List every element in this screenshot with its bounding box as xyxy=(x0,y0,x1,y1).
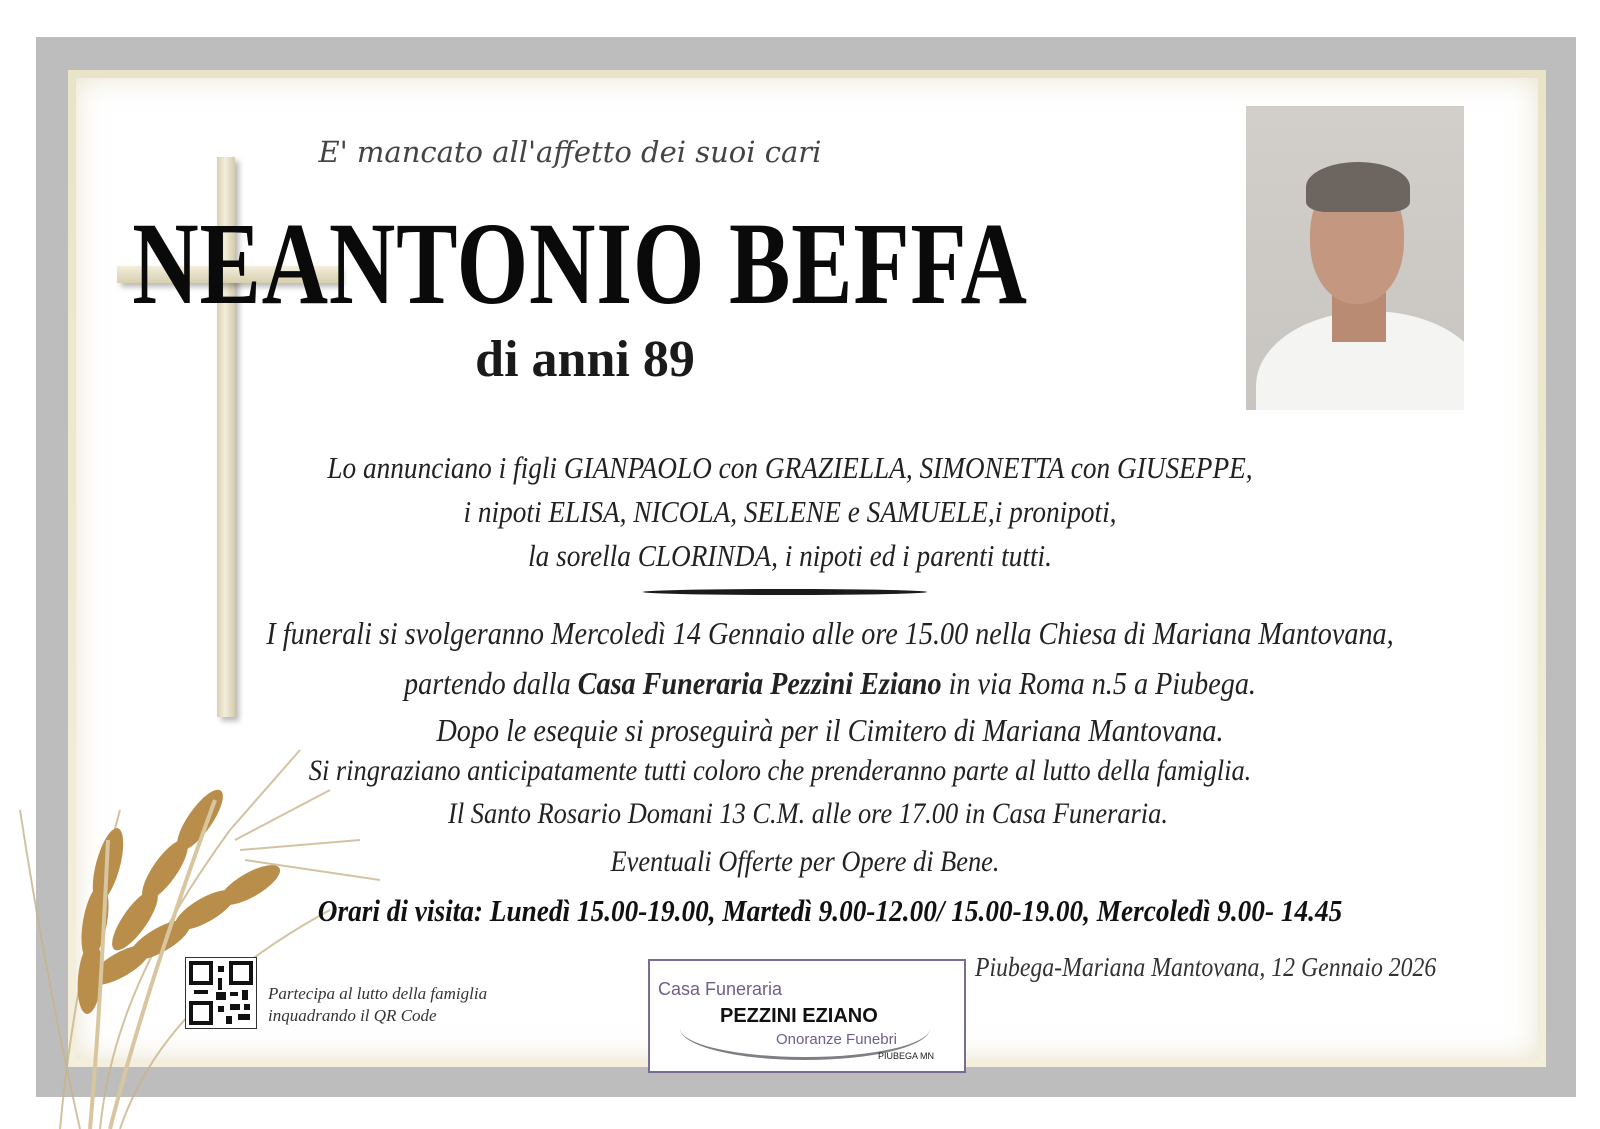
deceased-photo xyxy=(1246,106,1464,410)
logo-line-2: PEZZINI EZIANO xyxy=(720,1005,878,1027)
logo-line-3: Onoranze Funebri xyxy=(776,1031,897,1048)
divider xyxy=(643,589,927,595)
qr-caption xyxy=(268,983,487,1027)
photo-hair xyxy=(1306,162,1410,212)
qr-code-icon[interactable] xyxy=(185,957,257,1029)
family-line-3: la sorella CLORINDA, i nipoti ed i parenti tutti. xyxy=(528,538,1052,573)
visiting-hours: Orari di visita: Lunedì 15.00-19.00, Martedì 9.00-12.00/ 15.00-19.00, Mercoledì 9.00- 14.45 xyxy=(317,893,1343,928)
qr-caption-line-1: Partecipa al lutto della famiglia xyxy=(268,984,488,1003)
family-line-2: i nipoti ELISA, NICOLA, SELENE e SAMUELE,i pronipoti, xyxy=(463,494,1117,529)
place-date: Piubega-Mariana Mantovana, 12 Gennaio 2026 xyxy=(975,952,1437,982)
funeral-line-2 xyxy=(126,665,1534,702)
family-line-1: Lo annunciano i figli GIANPAOLO con GRAZIELLA, SIMONETTA con GIUSEPPE, xyxy=(327,450,1253,485)
funeral-home-name: Casa Funeraria Pezzini Eziano xyxy=(577,665,942,701)
funeral-line-6: Eventuali Offerte per Opere di Bene. xyxy=(610,845,1000,878)
funeral-home-logo xyxy=(648,959,966,1073)
funeral-line-2-post: in via Roma n.5 a Piubega. xyxy=(941,665,1256,701)
deceased-age: di anni 89 xyxy=(475,331,695,388)
funeral-line-5: Il Santo Rosario Domani 13 C.M. alle ore 17.00 in Casa Funeraria. xyxy=(448,797,1168,830)
funeral-line-3: Dopo le esequie si proseguirà per il Cimitero di Mariana Mantovana. xyxy=(436,712,1224,748)
logo-line-1: Casa Funeraria xyxy=(658,979,783,999)
funeral-line-1: I funerali si svolgeranno Mercoledì 14 Gennaio alle ore 15.00 nella Chiesa di Mariana Mantovana, xyxy=(266,615,1394,651)
qr-caption-line-2: inquadrando il QR Code xyxy=(268,1006,437,1025)
deceased-name: NEANTONIO BEFFA xyxy=(132,198,1028,329)
logo-line-4: PIUBEGA MN xyxy=(878,1051,935,1061)
funeral-line-2-pre: partendo dalla xyxy=(404,665,578,701)
intro-text: E' mancato all'affetto dei suoi cari xyxy=(318,135,822,169)
funeral-line-4: Si ringraziano anticipatamente tutti coloro che prenderanno parte al lutto della famiglia. xyxy=(308,754,1252,787)
